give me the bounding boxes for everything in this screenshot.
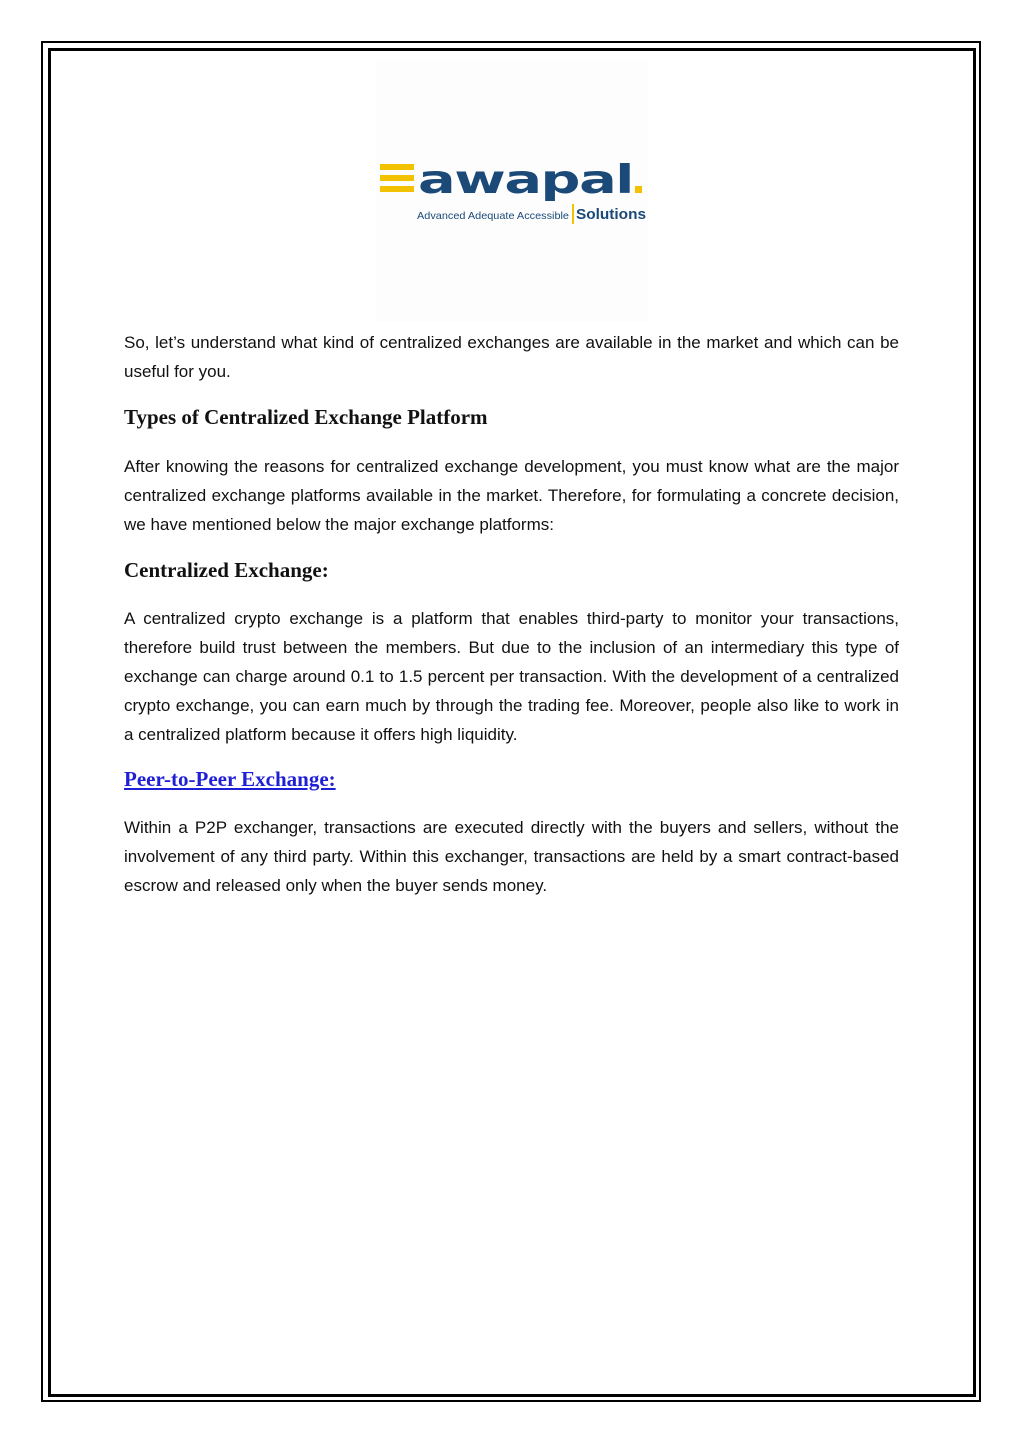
logo-stripe-3 bbox=[380, 186, 414, 192]
types-paragraph: After knowing the reasons for centralized exchange development, you must know what are the major centralized exchange platforms available in the market. Therefore, for formulating a concrete decision, we have mentioned below the major exchange platforms: bbox=[124, 457, 899, 534]
logo-stripe-2 bbox=[380, 175, 414, 181]
centralized-exchange-paragraph: A centralized crypto exchange is a platform that enables third-party to monitor your transactions, therefore build trust between the members. But due to the inclusion of an intermediary this type of exchange can charge around 0.1 to 1.5 percent per transaction. With the development of a centralized crypto exchange, you can earn much by through the trading fee. Moreover, people also like to work in a centralized platform because it offers high liquidity. bbox=[124, 609, 899, 744]
document-body bbox=[124, 326, 899, 900]
awapal-logo bbox=[380, 158, 650, 230]
logo-stripe-1 bbox=[380, 164, 414, 170]
centralized-exchange-heading: Centralized Exchange: bbox=[124, 558, 329, 582]
logo-dot bbox=[635, 186, 642, 193]
logo-divider bbox=[572, 204, 574, 224]
intro-paragraph: So, let’s understand what kind of centralized exchanges are available in the market and which can be useful for you. bbox=[124, 333, 899, 381]
logo-wordmark: awapal bbox=[418, 158, 633, 203]
p2p-exchange-paragraph: Within a P2P exchanger, transactions are executed directly with the buyers and sellers, without the involvement of any third party. Within this exchanger, transactions are held by a smart contract-based escrow and released only when the buyer sends money. bbox=[124, 818, 899, 895]
logo-tagline: Advanced Adequate Accessible bbox=[417, 210, 570, 222]
logo-solutions: Solutions bbox=[576, 206, 646, 223]
types-heading: Types of Centralized Exchange Platform bbox=[124, 405, 488, 429]
p2p-exchange-heading-link[interactable]: Peer-to-Peer Exchange: bbox=[124, 767, 336, 791]
